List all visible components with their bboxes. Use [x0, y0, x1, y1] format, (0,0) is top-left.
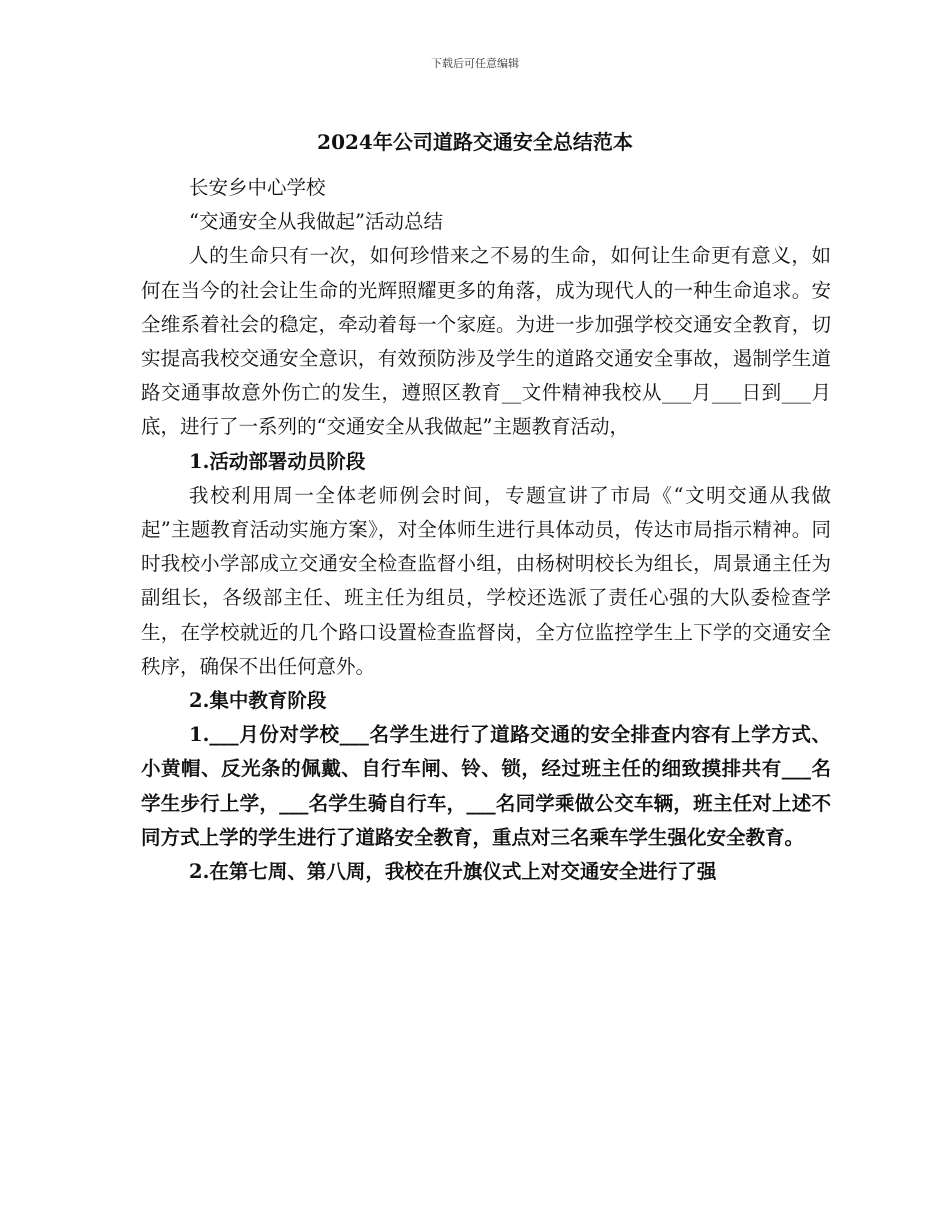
section-heading-mobilization: 1.活动部署动员阶段 — [189, 449, 366, 473]
paragraph-education-item-1: 1.___月份对学校___名学生进行了道路交通的安全排查内容有上学方式、小黄帽、反光条的佩戴、自行车闸、铃、锁，经过班主任的细致摸排共有___名学生步行上学，___名学生骑自行车，___名同学乘做公交车辆，班主任对上述不同方式上学的学生进行了道路安全教育，重点对三名乘车学生强化安全教育。 — [141, 723, 831, 849]
paragraph-mobilization: 我校利用周一全体老师例会时间，专题宣讲了市局《“文明交通从我做起”主题教育活动实施方案》，对全体师生进行具体动员，传达市局指示精神。同时我校小学部成立交通安全检查监督小组，由杨树明校长为组长，周景通主任为副组长，各级部主任、班主任为组员，学校还选派了责任心强的大队委检查学生，在学校就近的几个路口设置检查监督岗，全方位监控学生上下学的交通安全秩序，确保不出任何意外。 — [141, 483, 831, 678]
header-note: 下载后可任意编辑 — [431, 57, 519, 70]
paragraph-school-name: 长安乡中心学校 — [189, 176, 326, 199]
document-title: 2024年公司道路交通安全总结范本 — [317, 130, 633, 154]
paragraph-education-item-2: 2.在第七周、第八周，我校在升旗仪式上对交通安全进行了强 — [189, 860, 717, 884]
paragraph-intro: 人的生命只有一次，如何珍惜来之不易的生命，如何让生命更有意义，如何在当今的社会让生命的光辉照耀更多的角落，成为现代人的一种生命追求。安全维系着社会的稳定，牵动着每一个家庭。为进一步加强学校交通安全教育，切实提高我校交通安全意识，有效预防涉及学生的道路交通安全事故，遏制学生道路交通事故意外伤亡的发生，遵照区教育__文件精神我校从___月___日到___月底，进行了一系列的“交通安全从我做起”主题教育活动， — [141, 244, 831, 439]
paragraph-activity-title: “交通安全从我做起”活动总结 — [189, 210, 443, 234]
document-body — [141, 171, 831, 889]
section-heading-education: 2.集中教育阶段 — [189, 689, 327, 713]
